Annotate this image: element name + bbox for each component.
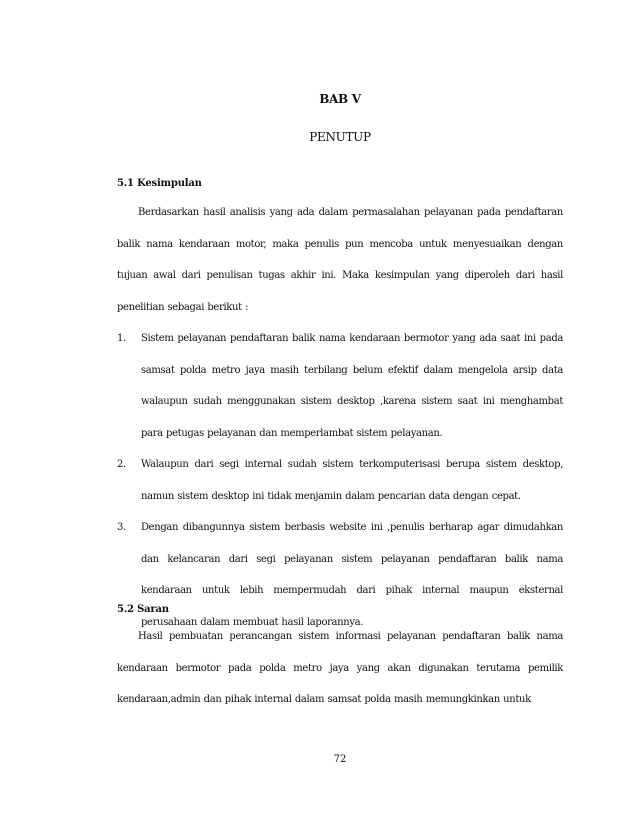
list-item-text: Sistem pelayanan pendaftaran balik nama kendaraan bermotor yang ada saat ini pada samsat polda metro jaya masih terbilang belum efektif dalam mengelola arsip data walaupun sudah menggunakan sistem desktop ,karena sistem saat ini menghambat para petugas pelayanan dan memperlambat sistem pelayanan. [141,333,563,439]
chapter-number: BAB V [319,92,361,106]
chapter-title: PENUTUP [309,130,371,144]
list-item-number: 2. [117,459,126,470]
paragraph-saran: Hasil pembuatan perancangan sistem informasi pelayanan pendaftaran balik nama kendaraan bermotor pada polda metro jaya yang akan digunakan terutama pemilik kendaraan,admin dan pihak internal dalam samsat polda masih memungkinkan untuk [117,631,563,705]
list-item [117,323,563,449]
paragraph-kesimpulan-intro: Berdasarkan hasil analisis yang ada dalam permasalahan pelayanan pada pendaftaran balik nama kendaraan motor, maka penulis pun mencoba untuk menyesuaikan dengan tujuan awal dari penulisan tugas akhir ini. Maka kesimpulan yang diperoleh dari hasil penelitian sebagai berikut : [117,207,563,313]
section-heading-kesimpulan: 5.1 Kesimpulan [117,178,202,189]
list-item-text: Walaupun dari segi internal sudah sistem terkomputerisasi berupa sistem desktop, namun sistem desktop ini tidak menjamin dalam pencarian data dengan cepat. [141,459,563,502]
section-heading-saran: 5.2 Saran [117,604,169,615]
page-number: 72 [333,754,347,765]
conclusion-list [117,323,563,638]
list-item [117,449,563,512]
list-item-text: Dengan dibangunnya sistem berbasis website ini ,penulis berharap agar dimudahkan dan kelancaran dari segi pelayanan sistem pelayanan pendaftaran balik nama kendaraan untuk lebih mempermudah dari pihak internal maupun eksternal perusahaan dalam membuat hasil laporannya. [141,522,563,628]
list-item-number: 3. [117,522,126,533]
list-item-number: 1. [117,333,126,344]
list-item [117,512,563,638]
